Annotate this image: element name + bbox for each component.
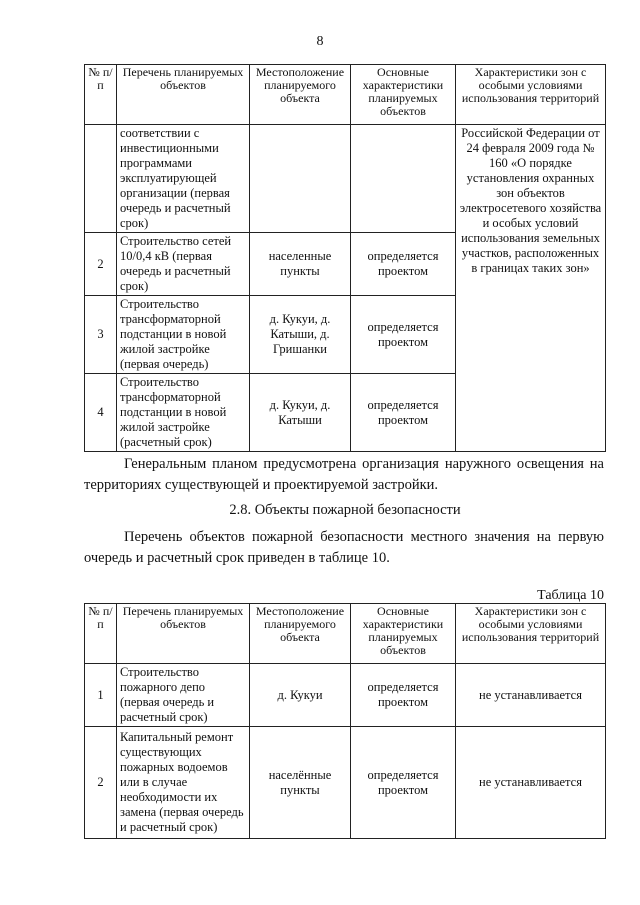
row-num: 2 [85,727,117,839]
row-location: населённые пункты [250,727,351,839]
table-header-row [85,65,606,125]
header-object: Перечень планируемых объектов [117,65,250,125]
table-header-row [85,604,606,664]
header-characteristics: Основные характеристики планируемых объектов [351,604,456,664]
row-object: Строительство сетей 10/0,4 кВ (первая очередь и расчетный срок) [117,233,250,296]
row-location: д. Кукуи, д. Катыши [250,374,351,452]
header-location: Местоположение планируемого объекта [250,604,351,664]
table-row [85,664,606,727]
row-object: Капитальный ремонт существующих пожарных водоемов или в случае необходимости их замена (первая очередь и расчетный срок) [117,727,250,839]
row-zone: не устанавливается [456,664,606,727]
row-location: д. Кукуи, д. Катыши, д. Гришанки [250,296,351,374]
row-num: 2 [85,233,117,296]
header-location: Местоположение планируемого объекта [250,65,351,125]
row-num [85,125,117,233]
row-characteristics: определяется проектом [351,233,456,296]
row-num: 1 [85,664,117,727]
row-num: 4 [85,374,117,452]
row-zone: не устанавливается [456,727,606,839]
header-num: № п/п [85,604,117,664]
table-row [85,727,606,839]
row-characteristics: определяется проектом [351,374,456,452]
row-object: соответствии с инвестиционными программами эксплуатирующей организации (первая очередь и расчетный срок) [117,125,250,233]
row-object: Строительство трансформаторной подстанции в новой жилой застройке (расчетный срок) [117,374,250,452]
row-characteristics: определяется проектом [351,664,456,727]
row-location: д. Кукуи [250,664,351,727]
header-object: Перечень планируемых объектов [117,604,250,664]
section-heading: 2.8. Объекты пожарной безопасности [229,502,461,518]
paragraph-lighting: Генеральным планом предусмотрена организация наружного освещения на территориях существующей и проектируемой застройки. [84,456,604,493]
row-characteristics: определяется проектом [351,296,456,374]
row-object: Строительство пожарного депо (первая очередь и расчетный срок) [117,664,250,727]
header-zone: Характеристики зон с особыми условиями использования территорий [456,604,606,664]
page-number: 8 [316,34,324,49]
table-row [85,125,606,233]
paragraph-fire-safety: Перечень объектов пожарной безопасности местного значения на первую очередь и расчетный срок приведен в таблице 10. [84,529,604,566]
header-num: № п/п [85,65,117,125]
zone-merged-cell: Российской Федерации от 24 февраля 2009 года № 160 «О порядке установления охранных зон объектов электросетевого хозяйства и особых условий использования земельных участков, расположенных в границах таких зон» [456,125,606,452]
row-location: населенные пункты [250,233,351,296]
header-zone: Характеристики зон с особыми условиями использования территорий [456,65,606,125]
table-power-grid [84,64,606,452]
row-characteristics: определяется проектом [351,727,456,839]
row-characteristics [351,125,456,233]
row-num: 3 [85,296,117,374]
table-fire-safety [84,603,606,839]
row-object: Строительство трансформаторной подстанции в новой жилой застройке (первая очередь) [117,296,250,374]
table-caption: Таблица 10 [537,588,604,603]
header-characteristics: Основные характеристики планируемых объектов [351,65,456,125]
row-location [250,125,351,233]
